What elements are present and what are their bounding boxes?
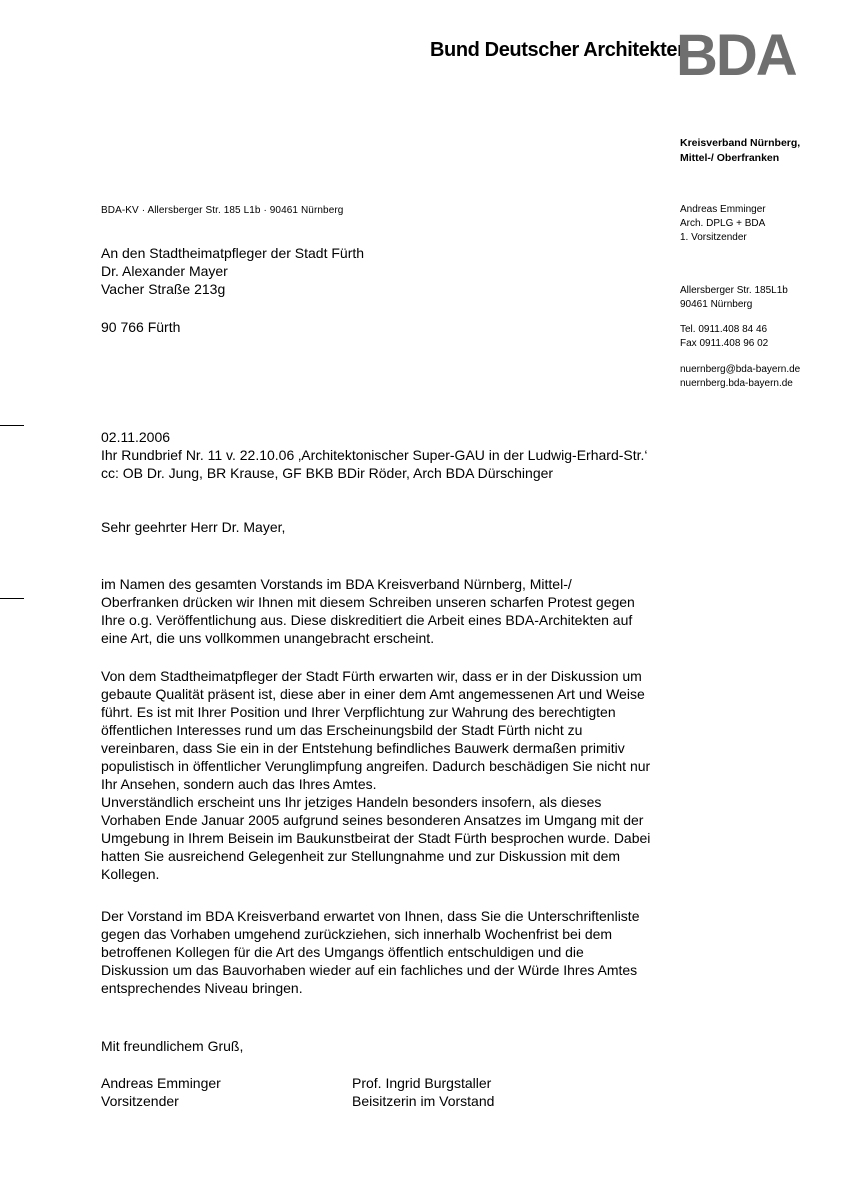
- text-line: Umgebung in Ihrem Beisein im Baukunstbeirat der Stadt Fürth besprochen wurde. Dabei: [101, 830, 651, 846]
- body-paragraph: [101, 575, 661, 647]
- fold-mark: [0, 598, 24, 599]
- text-line: gegen das Vorhaben umgehend zurückziehen, sich innerhalb Wochenfrist bei dem: [101, 926, 613, 942]
- cc-line: cc: OB Dr. Jung, BR Krause, GF BKB BDir Röder, Arch BDA Dürschinger: [101, 465, 554, 481]
- signature-role: Vorsitzender: [101, 1093, 179, 1109]
- subject-line: Ihr Rundbrief Nr. 11 v. 22.10.06 ‚Architektonischer Super-GAU in der Ludwig-Erhard-Str.‘: [101, 447, 648, 463]
- phone-info: [680, 323, 768, 351]
- recipient-city: 90 766 Fürth: [101, 319, 181, 335]
- text-line: Von dem Stadtheimatpfleger der Stadt Fürth erwarten wir, dass er in der Diskussion um: [101, 668, 642, 684]
- signature-role: Beisitzerin im Vorstand: [352, 1093, 495, 1109]
- address-info: [680, 284, 788, 312]
- text-line: im Namen des gesamten Vorstands im BDA Kreisverband Nürnberg, Mittel-/: [101, 576, 572, 592]
- text-line: gebaute Qualität präsent ist, diese aber in einer dem Amt angemessenen Art und Weise: [101, 686, 645, 702]
- text-line: öffentlichen Interesses rund um das Erscheinungsbild der Stadt Fürth nicht zu: [101, 722, 583, 738]
- officer-line: Arch. DPLG + BDA: [680, 218, 766, 229]
- signature-block: [352, 1074, 494, 1110]
- fold-mark: [0, 425, 24, 426]
- organization-name: Bund Deutscher Architekten: [430, 39, 689, 61]
- branch-line: Kreisverband Nürnberg,: [680, 137, 801, 149]
- fax-line: Fax 0911.408 96 02: [680, 338, 769, 349]
- text-line: Oberfranken drücken wir Ihnen mit diesem Schreiben unseren scharfen Protest gegen: [101, 594, 635, 610]
- text-line: populistisch in öffentlicher Verunglimpfung angreifen. Dadurch beschädigen Sie nicht nur: [101, 758, 651, 774]
- branch-line: Mittel-/ Oberfranken: [680, 152, 780, 164]
- recipient-line: Vacher Straße 213g: [101, 281, 226, 297]
- recipient-line: An den Stadtheimatpfleger der Stadt Fürth: [101, 245, 365, 261]
- sender-line: BDA-KV · Allersberger Str. 185 L1b · 90461 Nürnberg: [101, 205, 344, 216]
- web-info: [680, 363, 800, 391]
- bda-logo: BDA: [676, 23, 796, 88]
- signature-name: Prof. Ingrid Burgstaller: [352, 1075, 492, 1091]
- text-line: Ihre o.g. Veröffentlichung aus. Diese diskreditiert die Arbeit eines BDA-Architekten auf: [101, 612, 633, 628]
- text-line: führt. Es ist mit Ihrer Position und Ihrer Verpflichtung zur Wahrung des berechtigten: [101, 704, 616, 720]
- text-line: Vorhaben Ende Januar 2005 aufgrund seines besonderen Ansatzes im Umgang mit der: [101, 812, 644, 828]
- recipient-address: [101, 244, 364, 298]
- text-line: Diskussion um das Bauvorhaben wieder auf ein fachliches und der Würde Ihres Amtes: [101, 962, 638, 978]
- branch-info: [680, 136, 800, 166]
- address-line: Allersberger Str. 185L1b: [680, 285, 788, 296]
- closing: Mit freundlichem Gruß,: [101, 1038, 244, 1054]
- text-line: Unverständlich erscheint uns Ihr jetziges Handeln besonders insofern, als dieses: [101, 794, 602, 810]
- signature-block: [101, 1074, 221, 1110]
- recipient-line: Dr. Alexander Mayer: [101, 263, 228, 279]
- text-line: Kollegen.: [101, 866, 160, 882]
- body-paragraph: [101, 667, 661, 883]
- text-line: betroffenen Kollegen für die Art des Umgangs öffentlich entschuldigen und die: [101, 944, 584, 960]
- website-link[interactable]: nuernberg.bda-bayern.de: [680, 378, 793, 389]
- address-line: 90461 Nürnberg: [680, 299, 753, 310]
- text-line: eine Art, die uns vollkommen unangebracht erscheint.: [101, 630, 435, 646]
- phone-line: Tel. 0911.408 84 46: [680, 324, 768, 335]
- email-link[interactable]: nuernberg@bda-bayern.de: [680, 364, 801, 375]
- text-line: hatten Sie ausreichend Gelegenheit zur Stellungnahme und zur Diskussion mit dem: [101, 848, 621, 864]
- officer-info: [680, 203, 766, 245]
- text-line: Ihr Ansehen, sondern auch das Ihres Amtes.: [101, 776, 377, 792]
- officer-line: 1. Vorsitzender: [680, 232, 747, 243]
- text-line: Der Vorstand im BDA Kreisverband erwartet von Ihnen, dass Sie die Unterschriftenliste: [101, 908, 640, 924]
- reference-block: [101, 428, 648, 482]
- salutation: Sehr geehrter Herr Dr. Mayer,: [101, 519, 286, 535]
- text-line: entsprechendes Niveau bringen.: [101, 980, 303, 996]
- letter-date: 02.11.2006: [101, 429, 171, 445]
- body-paragraph: [101, 907, 661, 997]
- signature-name: Andreas Emminger: [101, 1075, 221, 1091]
- text-line: vereinbaren, dass Sie ein in der Entstehung befindliches Bauwerk dermaßen primitiv: [101, 740, 625, 756]
- officer-line: Andreas Emminger: [680, 204, 766, 215]
